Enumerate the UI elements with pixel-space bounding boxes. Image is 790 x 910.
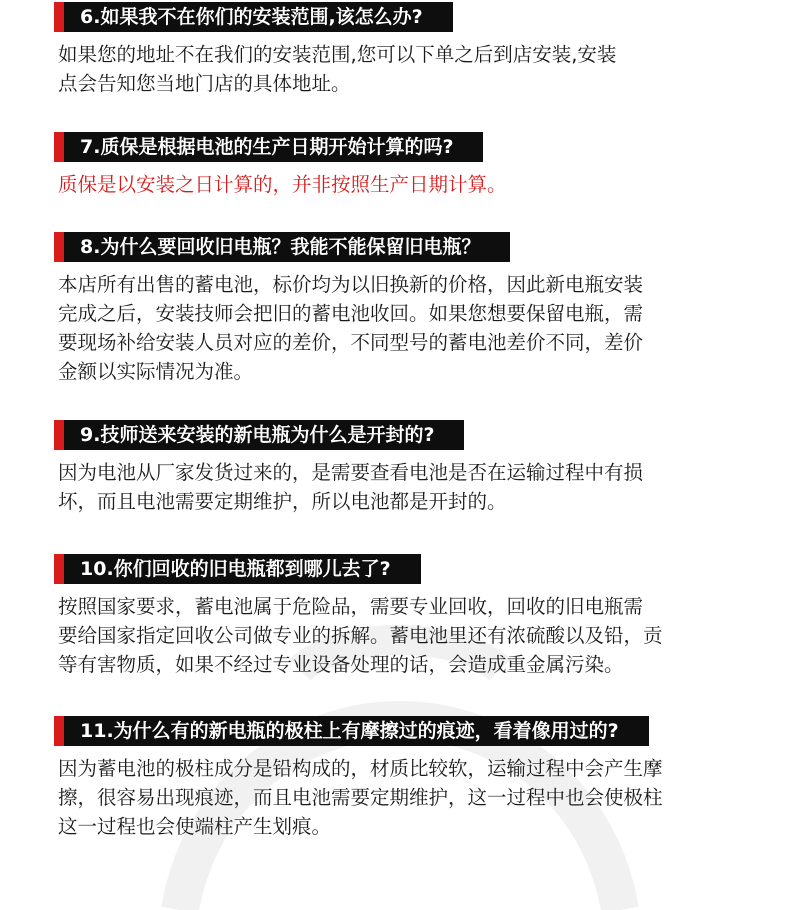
faq-item-9	[54, 420, 774, 516]
faq-item-8	[54, 232, 774, 386]
answer-text: 本店所有出售的蓄电池，标价均为以旧换新的价格，因此新电瓶安装 完成之后，安装技师会把旧的蓄电池收回。如果您想要保留电瓶，需 要现场补给安装人员对应的差价，不同型号的蓄电池差价不同，差价 金额以实际情况为准。	[58, 273, 644, 383]
question-bar	[54, 132, 483, 162]
question-bar	[54, 2, 453, 32]
question-text: 6.如果我不在你们的安装范围,该怎么办?	[80, 6, 423, 28]
answer-text: 因为电池从厂家发货过来的，是需要查看电池是否在运输过程中有损 坏，而且电池需要定期维护，所以电池都是开封的。	[58, 461, 644, 513]
question-bar	[54, 554, 421, 584]
faq-item-11	[54, 716, 774, 841]
faq-item-10	[54, 554, 774, 679]
faq-item-7	[54, 132, 774, 199]
question-text: 10.你们回收的旧电瓶都到哪儿去了?	[80, 558, 391, 580]
answer-text: 如果您的地址不在我们的安装范围,您可以下单之后到店安装,安装 点会告知您当地门店的具体地址。	[58, 43, 617, 95]
question-bar	[54, 420, 464, 450]
question-text: 9.技师送来安装的新电瓶为什么是开封的?	[80, 424, 435, 446]
question-bar	[54, 716, 649, 746]
question-text: 7.质保是根据电池的生产日期开始计算的吗?	[80, 136, 454, 158]
question-bar	[54, 232, 510, 262]
answer-text: 按照国家要求，蓄电池属于危险品，需要专业回收，回收的旧电瓶需 要给国家指定回收公司做专业的拆解。蓄电池里还有浓硫酸以及铅，贡 等有害物质，如果不经过专业设备处理的话，会造成重金属污染。	[58, 595, 663, 676]
faq-item-6	[54, 2, 774, 98]
question-text: 11.为什么有的新电瓶的极柱上有摩擦过的痕迹，看着像用过的?	[80, 720, 619, 742]
question-text: 8.为什么要回收旧电瓶？我能不能保留旧电瓶？	[80, 236, 481, 258]
answer-text: 因为蓄电池的极柱成分是铅构成的，材质比较软，运输过程中会产生摩 擦，很容易出现痕迹，而且电池需要定期维护，这一过程中也会使极柱 这一过程也会使端柱产生划痕。	[58, 757, 663, 838]
answer-text-highlighted: 质保是以安装之日计算的，并非按照生产日期计算。	[58, 173, 507, 196]
